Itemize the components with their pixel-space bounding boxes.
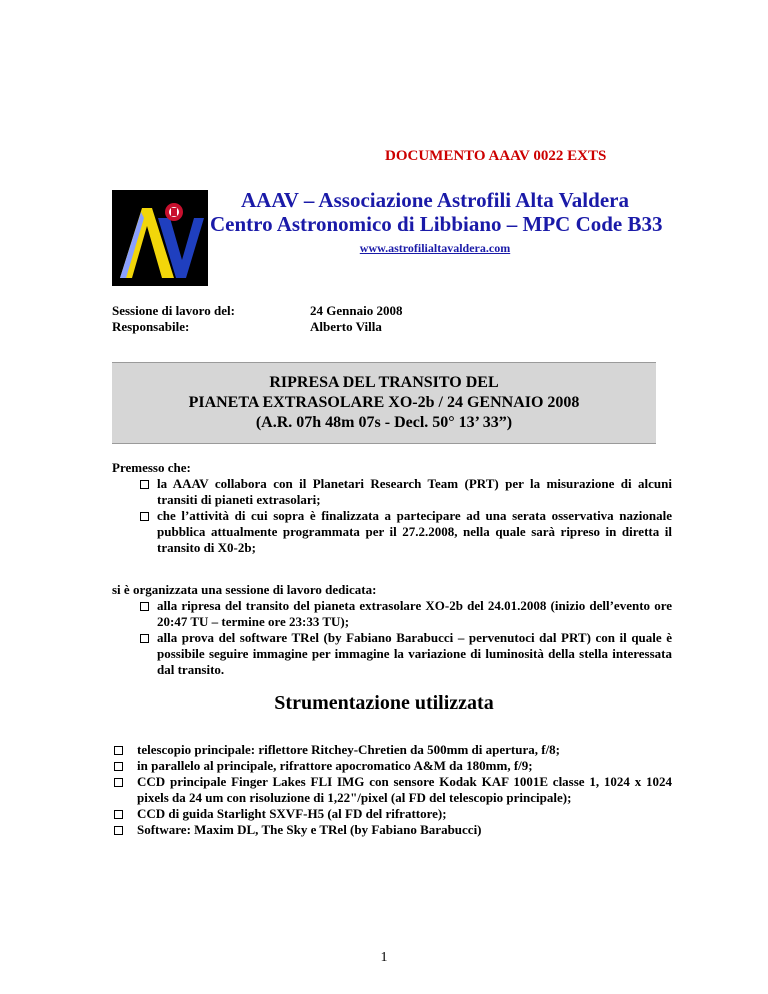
list-item: Software: Maxim DL, The Sky e TRel (by Fabiano Barabucci) — [112, 822, 672, 838]
premise-heading: Premesso che: — [112, 460, 191, 475]
document-code: DOCUMENTO AAAV 0022 EXTS — [385, 148, 607, 164]
list-item: alla prova del software TRel (by Fabiano Barabucci – pervenutoci dal PRT) con il quale è possibile seguire immagine per immagine la variazione di luminosità della stella interessata dal transito. — [112, 630, 672, 678]
organization-header — [210, 188, 663, 257]
instruments-title: Strumentazione utilizzata — [274, 692, 494, 714]
av-logo-icon — [112, 190, 208, 286]
responsible-label: Responsabile: — [112, 319, 190, 334]
title-banner — [112, 362, 656, 444]
checkbox-bullet-icon — [114, 810, 123, 819]
checkbox-bullet-icon — [140, 480, 149, 489]
checkbox-bullet-icon — [140, 602, 149, 611]
session-date-label: Sessione di lavoro del: — [112, 303, 235, 318]
responsible-value: Alberto Villa — [310, 319, 382, 334]
organization-name: AAAV – Associazione Astrofili Alta Valdera — [241, 188, 629, 212]
checkbox-bullet-icon — [114, 762, 123, 771]
checkbox-bullet-icon — [114, 778, 123, 787]
session-section — [112, 582, 672, 678]
banner-line-3: (A.R. 07h 48m 07s - Decl. 50° 13’ 33”) — [255, 414, 513, 431]
checkbox-bullet-icon — [114, 826, 123, 835]
banner-line-2: PIANETA EXTRASOLARE XO-2b / 24 GENNAIO 2008 — [188, 394, 580, 411]
list-item: la AAAV collabora con il Planetari Research Team (PRT) per la misurazione di alcuni transiti di pianeti extrasolari; — [112, 476, 672, 508]
list-item: CCD di guida Starlight SXVF-H5 (al FD del rifrattore); — [112, 806, 672, 822]
website-link[interactable]: www.astrofilialtavaldera.com — [359, 241, 511, 255]
list-item: telescopio principale: riflettore Ritchey-Chretien da 500mm di apertura, f/8; — [112, 742, 672, 758]
instruments-list — [112, 742, 672, 838]
list-item: alla ripresa del transito del pianeta extrasolare XO-2b del 24.01.2008 (inizio dell’evento ore 20:47 TU – termine ore 23:33 TU); — [112, 598, 672, 630]
checkbox-bullet-icon — [114, 746, 123, 755]
session-heading: si è organizzata una sessione di lavoro dedicata: — [112, 582, 377, 597]
list-item: che l’attività di cui sopra è finalizzata a partecipare ad una serata osservativa nazionale pubblica attualmente programmata per il 27.2.2008, nella quale sarà ripreso in diretta il transito di X0-2b; — [112, 508, 672, 556]
list-item: CCD principale Finger Lakes FLI IMG con sensore Kodak KAF 1001E classe 1, 1024 x 1024 pixels da 24 um con risoluzione di 1,22"/pixel (al FD del telescopio principale); — [112, 774, 672, 806]
checkbox-bullet-icon — [140, 634, 149, 643]
checkbox-bullet-icon — [140, 512, 149, 521]
premise-section — [112, 460, 672, 556]
observatory-name: Centro Astronomico di Libbiano – MPC Code B33 — [210, 212, 663, 236]
session-meta — [112, 303, 402, 335]
banner-line-1: RIPRESA DEL TRANSITO DEL — [269, 374, 499, 391]
page-number: 1 — [380, 950, 388, 965]
session-date-value: 24 Gennaio 2008 — [310, 303, 403, 318]
list-item: in parallelo al principale, rifrattore apocromatico A&M da 180mm, f/9; — [112, 758, 672, 774]
